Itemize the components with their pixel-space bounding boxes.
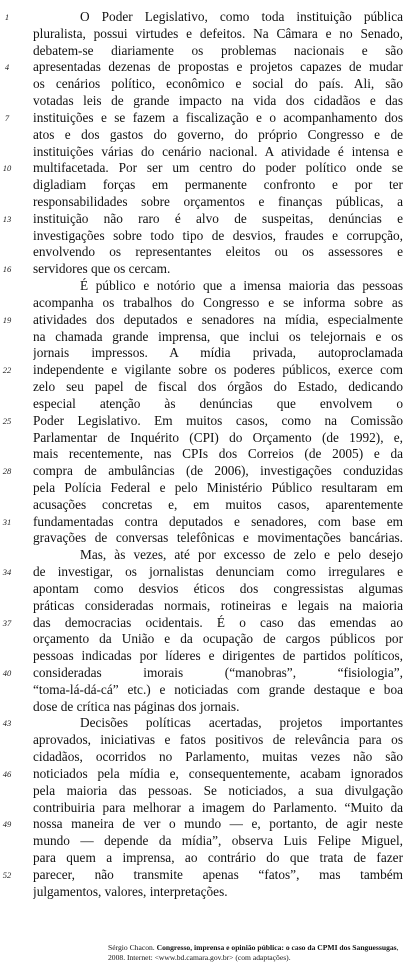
- line-number: 4: [4, 62, 10, 73]
- line-text: envolvendo os representantes eleitos ou os assessores e: [33, 244, 403, 260]
- line-text: práticas consideradas normais, rotineiras e legais na maioria: [33, 597, 403, 613]
- line-text: dose de crítica nas páginas dos jornais.: [33, 698, 240, 714]
- line-text: parecer, não transmite apenas “fatos”, mas também: [33, 866, 403, 882]
- line-text: servidores que os cercam.: [33, 261, 171, 277]
- line-text: aprovados, iniciativas e fatos positivos de relevância para os: [33, 732, 403, 748]
- line-text: jornais impressos. A mídia privada, autoproclamada: [33, 345, 403, 361]
- line-text: apresentadas dezenas de propostas e projetos capazes de mudar: [33, 59, 403, 75]
- line-text: “toma-lá-dá-cá” etc.) e noticiadas com grande destaque e boa: [33, 681, 403, 697]
- line-text: atos e dos gastos do governo, do próprio Congresso e de: [33, 126, 403, 142]
- line-number: 13: [2, 213, 12, 224]
- line-text: nossa maneira de ver o mundo — e, portanto, de agir neste: [33, 816, 403, 832]
- line-number: 10: [2, 163, 12, 174]
- line-text: orçamento da União e da ocupação de cargos públicos por: [33, 631, 403, 647]
- line-text: debatem-se diariamente os problemas nacionais e são: [33, 42, 403, 58]
- line-text: julgamentos, valores, interpretações.: [33, 883, 228, 899]
- line-text: cidadãos, ocorridos no Parlamento, muitas vezes não são: [33, 749, 403, 765]
- line-text: Poder Legislativo. Em muitos casos, como na Comissão: [33, 412, 403, 428]
- line-text: votadas leis de grande impacto na vida dos cidadãos e das: [33, 93, 403, 109]
- line-text: atividades dos deputados e senadores na mídia, especialmente: [33, 311, 403, 327]
- line-number: 43: [2, 718, 12, 729]
- line-text: Decisões políticas acertadas, projetos importantes: [80, 715, 403, 731]
- line-text: noticiados pela mídia e, consequentemente, acabam ignorados: [33, 765, 403, 781]
- line-number: 25: [2, 415, 12, 426]
- line-text: contribuiria para melhorar a imagem do Parlamento. “Muito da: [33, 799, 403, 815]
- line-text: multifacetada. Por ser um centro do poder político onde se: [33, 160, 403, 176]
- line-text: pela maioria das pessoas. Se noticiados, a sua divulgação: [33, 782, 403, 798]
- line-text: consideradas imorais (“manobras”, “fisiologia”,: [33, 664, 403, 680]
- line-number: 19: [2, 314, 12, 325]
- line-text: compra de ambulâncias (de 2006), investigações conduzidas: [33, 463, 403, 479]
- line-text: zelo seu papel de fiscal dos órgãos do Estado, dedicando: [33, 379, 403, 395]
- text-line: [0, 882, 409, 901]
- line-number: 22: [2, 365, 12, 376]
- citation-author: Sérgio Chacon.: [108, 943, 155, 952]
- line-number: 34: [2, 567, 12, 578]
- line-text: acusações concretas e, em muitos casos, aparentemente: [33, 496, 403, 512]
- line-text: responsabilidades sobre orçamentos e finanças públicas, a: [33, 194, 403, 210]
- line-text: pela Polícia Federal e pelo Ministério Público resultaram em: [33, 479, 403, 495]
- line-text: mais recentemente, nas CPIs dos Correios (de 2005) e da: [33, 446, 403, 462]
- line-number: 49: [2, 819, 12, 830]
- line-text: na chamada grande imprensa, que inclui os telejornais e os: [33, 328, 403, 344]
- line-number: 52: [2, 869, 12, 880]
- line-text: independente e vigilante sobre os poderes públicos, exerce com: [33, 362, 403, 378]
- line-number: 16: [2, 264, 12, 275]
- line-text: de investigar, os jornalistas denunciam como irregulares e: [33, 564, 403, 580]
- line-text: instituições várias do cenário nacional. A atividade é intensa e: [33, 143, 403, 159]
- line-text: os cenários político, econômico e social do país. Ali, são: [33, 76, 403, 92]
- line-text: mundo — depende da mídia”, observa Luis Felipe Miguel,: [33, 833, 403, 849]
- line-text: investigações sobre todo tipo de desvios, fraudes e corrupção,: [33, 227, 403, 243]
- line-text: instituições e se fazem a fiscalização e o acompanhamento dos: [33, 109, 403, 125]
- line-text: apontam como desvios éticos dos congressistas algumas: [33, 580, 403, 596]
- line-text: pessoas indicadas por líderes e dirigentes de partidos políticos,: [33, 648, 403, 664]
- citation-title: Congresso, imprensa e opinião pública: o caso da CPMI dos Sanguessugas: [156, 943, 397, 952]
- line-text: Mas, às vezes, até por excesso de zelo e pelo desejo: [80, 547, 403, 563]
- line-text: digladiam forças em permanente confronto e por ter: [33, 177, 403, 193]
- line-text: É público e notório que a imensa maioria das pessoas: [80, 278, 403, 294]
- citation-rest: , 2008. Internet: <www.bd.camara.gov.br> (com adaptações).: [108, 943, 399, 962]
- line-text: O Poder Legislativo, como toda instituição pública: [80, 9, 403, 24]
- line-text: pluralista, possui virtudes e defeitos. Na Câmara e no Senado,: [33, 25, 403, 41]
- citation: [108, 943, 403, 963]
- line-text: das democracias ocidentais. É o caso das emendas ao: [33, 614, 403, 630]
- line-number: 1: [4, 12, 10, 22]
- line-text: acompanha os trabalhos do Congresso e se informa sobre as: [33, 294, 403, 310]
- line-number: 46: [2, 768, 12, 779]
- line-number: 7: [4, 112, 10, 123]
- line-text: para quem a imprensa, ao contrário do que trata de fazer: [33, 850, 403, 865]
- line-number: 40: [2, 667, 12, 678]
- line-text: fundamentadas contra deputados e senadores, com base em: [33, 513, 403, 529]
- line-text: instituição não raro é alvo de suspeitas, denúncias e: [33, 210, 403, 226]
- line-text: Parlamentar de Inquérito (CPI) do Orçamento (de 1992), e,: [33, 429, 403, 445]
- line-text: especial atenção às denúncias que envolvem o: [33, 395, 403, 411]
- line-text: gravações de conversas telefônicas e movimentações bancárias.: [33, 530, 403, 546]
- line-number: 31: [2, 516, 12, 527]
- line-number: 28: [2, 466, 12, 477]
- line-number: 37: [2, 617, 12, 628]
